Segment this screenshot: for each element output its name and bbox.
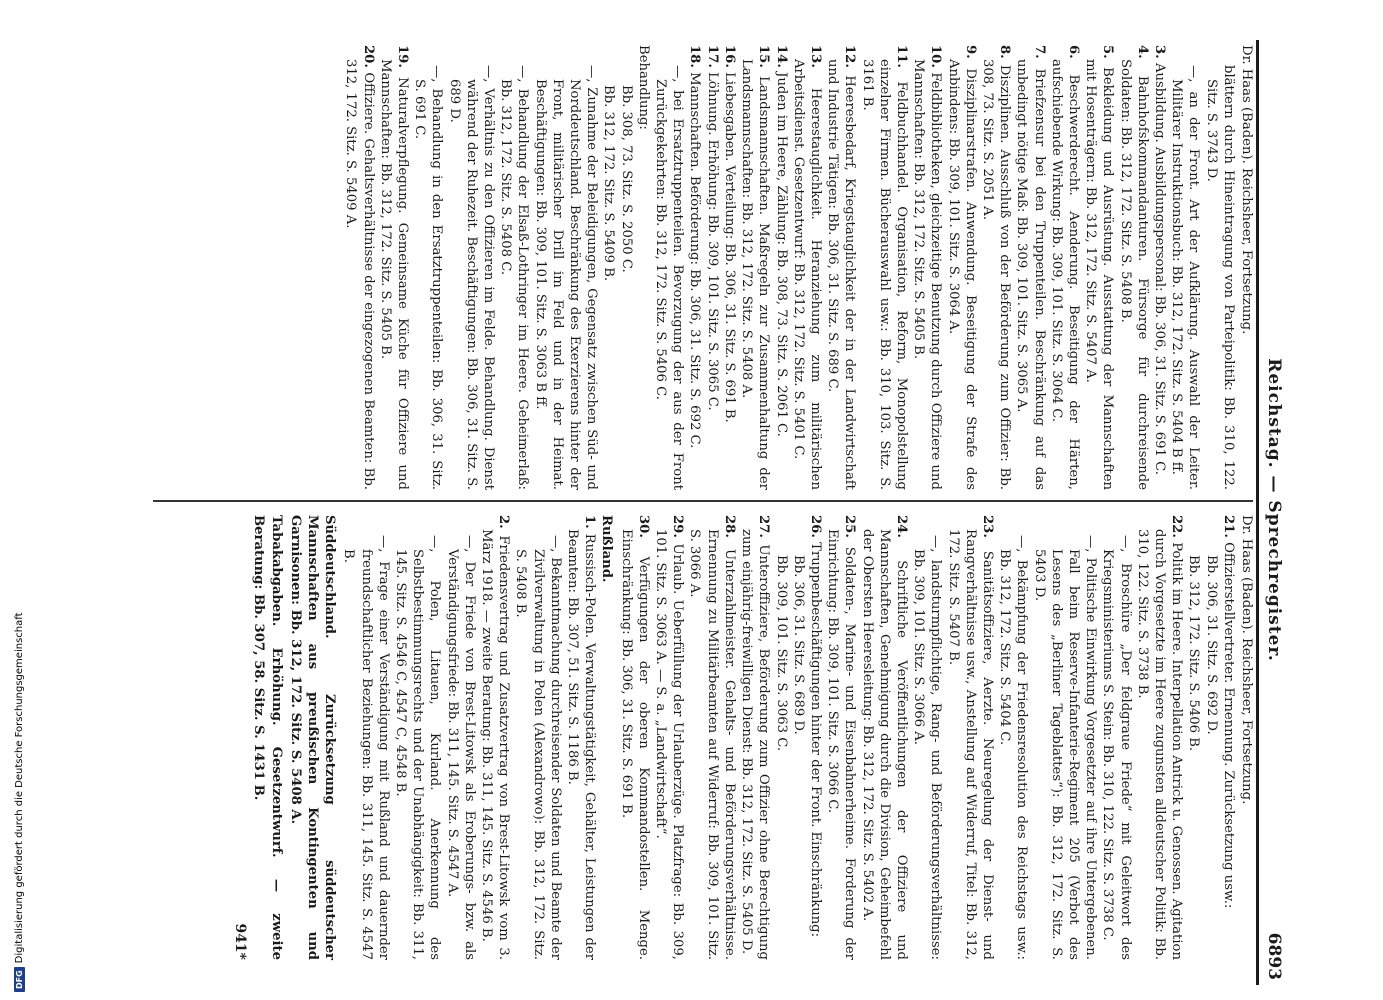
entry-text: —, landsturmpflichtige, Rang- und Beförderungsverhältnisse: Bb. 309, 101. Sitz. S. 3066 A. — [911, 535, 944, 960]
entry-text: —, bei Ersatztruppenteilen. Bevorzugung der aus der Front Zurückgekehrten: Bb. 312, 172. Sitz. S. 5406 C. — [653, 65, 686, 490]
register-entry — [807, 515, 824, 960]
entry-text: —, Broschüre „Der feldgraue Friede“ mit Geleitwort des Kriegsministeriums S. Stein: Bb. 310, 122. Sitz. S. 3738 C. — [1100, 535, 1133, 960]
register-entry — [443, 515, 477, 960]
register-entry — [910, 515, 944, 960]
entry-text: Urlaub. Ueberfüllung der Urlauberzüge. Platzfrage: Bb. 309, 101. Sitz. S. 3063 A. — S. a. „Landwirtschaft“. — [653, 529, 686, 960]
register-entry — [497, 45, 531, 490]
register-entry — [772, 45, 789, 490]
page-number: 6893 — [1264, 932, 1284, 980]
entry-number: 2. — [496, 515, 512, 529]
register-entry — [1116, 45, 1150, 490]
register-entry — [1013, 45, 1047, 490]
register-entry — [996, 515, 1030, 960]
entry-text: Unterzahlmeister. Gehalts- und Beförderungsverhältnisse. Ernennung zu Militärbeamten auf Widerruf: Bb. 309, 101. Sitz. S. 3066 A. — [687, 529, 737, 960]
entry-text: Unteroffiziere, Beförderung zum Offizier ohne Berechtigung zum einjährig-freiwilligen Dienst: Bb. 312, 172. Sitz. S. 5405 D. — [739, 529, 772, 960]
entry-text: —, an der Front. Art der Aufklärung. Auswahl der Leiter. Militärer Instruktionsbuch: Bb. 312, 172. Sitz. S. 5404 B ff. — [1169, 65, 1202, 490]
entry-text: —, Bekanntmachung durchreisender Soldaten und Beamte der Zivilverwaltung in Polen (Alexandrowo): Bb. 312, 172. Sitz. S. 5408 B. — [513, 535, 563, 960]
register-entry — [617, 45, 634, 490]
register-entry — [790, 515, 807, 960]
digitization-credit — [14, 612, 25, 992]
register-entry — [564, 515, 598, 960]
entry-text: Beschwerderecht. Aenderung. Beseitigung der Härten, aufschiebende Wirkung: Bb. 309, 101. Sitz. S. 3064 C. — [1048, 59, 1081, 490]
register-entry — [858, 515, 910, 960]
register-entry — [478, 515, 512, 960]
register-entry — [652, 515, 686, 960]
register-entry — [1030, 515, 1099, 960]
entry-text: Bb. 306, 31. Sitz. S. 692 D. — [1203, 555, 1219, 735]
entry-number: 17. — [704, 45, 720, 68]
entry-text: Naturalverpflegung. Gemeinsame Küche für Offiziere und Mannschaften: Bb. 312, 172. Sitz. S. 5405 B. — [377, 59, 411, 490]
entry-text: Feldbibliotheken, gleichzeitige Benutzung durch Offiziere und Mannschaften: Bb. 312, 172. Sitz. S. 5405 B. — [911, 59, 944, 490]
entry-number: 30. — [635, 515, 651, 538]
register-entry — [686, 45, 703, 490]
register-entry — [600, 45, 617, 490]
entry-text: Bb. 309, 101. Sitz. S. 3063 C. — [773, 555, 789, 752]
column-divider — [153, 500, 1253, 502]
register-entry — [824, 45, 858, 490]
entry-number: 12. — [842, 45, 858, 68]
entry-text: Disziplinarstrafen. Anwendung. Beseitigung der Strafe des Anbindens: Bb. 309, 101. Sitz. S. 3064 A. — [945, 59, 978, 490]
entry-text: Friedensvertrag und Zusatzvertrag von Brest-Litowsk vom 3. März 1918. — zweite Beratung: Bb. 311, 145. Sitz. S. 4546 B. — [479, 529, 512, 960]
entry-text: —, Zunahme der Beleidigungen, Gegensatz zwischen Süd- und Norddeutschland. Beschränkung des Exerzierens hinter der Front, militärischer Drill im Feld und in der Heimat. Beschäftigungen: Bb. 309, 101. Sitz. S. 3063 B ff. — [532, 65, 600, 490]
register-entry — [1082, 45, 1116, 490]
entry-text: Bahnhofskommandanturen. Fürsorge für durchreisende Soldaten: Bb. 312, 172. Sitz. S. 5408 B. — [1117, 59, 1150, 490]
register-entry — [790, 45, 824, 490]
register-entry — [1151, 45, 1168, 490]
register-entry — [721, 45, 738, 490]
entry-number: 20. — [360, 45, 376, 68]
entry-text: Liebesgaben. Verteilung: Bb. 306, 31. Sitz. S. 691 B. — [721, 72, 737, 423]
entry-text: —, Der Friede von Brest-Litowsk als Eroberungs- bzw. als Verständigungsfriede: Bb. 311, 145. Sitz. S. 4547 A. — [444, 535, 477, 960]
entry-text: Soldaten-, Marine- und Eisenbahnerheime. Forderung der Einrichtung: Bb. 309, 101. Sitz. S. 3066 C. — [825, 529, 858, 960]
entry-number: 11. — [893, 45, 909, 68]
register-entry — [617, 515, 651, 960]
entry-number: 6. — [1065, 45, 1081, 59]
entry-number: 9. — [962, 45, 978, 59]
entry-text: Offizierstellvertreter. Ernennung. Zurücksetzung usw.: — [1220, 542, 1236, 909]
register-entry — [1202, 45, 1236, 490]
entry-text: Truppenbeschäftigungen hinter der Front. Einschränkung: — [807, 542, 823, 938]
register-entry — [686, 515, 738, 960]
register-entry — [944, 45, 978, 490]
entry-text: Russisch-Polen. Verwaltungstätigkeit, Gehälter, Leistungen der Beamten: Bb. 307, 51. Sitz. S. 1186 B. — [565, 529, 598, 961]
register-entry — [1168, 45, 1202, 490]
entry-text: Juden im Heere, Zählung: Bb. 308, 73. Sitz. S. 2061 C. — [773, 72, 789, 437]
register-entry — [652, 45, 686, 490]
column-heading — [1238, 515, 1255, 960]
entry-number: 27. — [756, 515, 772, 538]
entry-number: 15. — [756, 45, 772, 68]
entry-number: 3. — [1151, 45, 1167, 59]
entry-text: Bb. 312, 172. Sitz. S. 5406 B. — [1186, 555, 1202, 752]
entry-text: Disziplinen. Ausschluß von der Beförderung zum Offizier: Bb. 308, 73. Sitz. S. 2051 A. — [979, 59, 1013, 491]
entry-text: Bb. 312, 172. Sitz. S. 5409 B. — [601, 85, 617, 282]
register-entry — [1048, 45, 1082, 490]
register-entry — [392, 515, 444, 960]
header-rule — [1256, 40, 1259, 985]
register-entry — [979, 45, 1013, 490]
entry-number: 22. — [1169, 515, 1185, 538]
entry-text: Behandlung: — [635, 45, 651, 130]
register-entry — [824, 515, 858, 960]
entry-text: Bekleidung und Ausrüstung. Ausstattung der Mannschaften mit Hosenträgern: Bb. 312, 172. Sitz. S. 5407 A. — [1083, 59, 1116, 490]
register-entry — [1099, 515, 1133, 960]
section-entry — [598, 515, 615, 960]
entry-text: Briefzensur bei den Truppenteilen. Beschränkung auf das unbedingt nötige Maß: Bb. 309, 101. Sitz. S. 3065 A. — [1014, 59, 1047, 490]
register-entry — [445, 45, 497, 490]
entry-text: Ausbildung. Ausbildungspersonal: Bb. 306, 31. Sitz. S. 691 C. — [1151, 62, 1167, 475]
entry-number: 16. — [721, 45, 737, 68]
entry-text: —, Frage einer Verständigung mit Rußland und dauernder freundschaftlicher Beziehungen: Bb. 311, 145. Sitz. S. 4547 B. — [341, 535, 391, 960]
register-entry — [512, 515, 564, 960]
page-header — [1256, 60, 1288, 980]
right-column — [231, 515, 1255, 960]
entry-number: 26. — [807, 515, 823, 538]
page-title: Reichstag. — Sprechregister. — [1264, 358, 1284, 662]
entry-text: Heerestauglichkeit. Heranziehung zum militärischen Arbeitsdienst. Gesetzentwurf: Bb. 312, 172. Sitz. S. 5401 C. — [790, 59, 823, 490]
entry-number: 23. — [979, 515, 995, 538]
entry-number: 24. — [893, 515, 909, 538]
section-entry — [250, 515, 284, 960]
entry-text: Schriftliche Veröffentlichungen der Offiziere und Mannschaften, Genehmigung durch die Division, Geheimbefehl der Obersten Heeresleitung: Bb. 312, 172. Sitz. S. 5402 A. — [859, 529, 909, 960]
entry-number: 29. — [670, 515, 686, 538]
register-entry — [531, 45, 600, 490]
register-entry — [1220, 515, 1237, 960]
register-entry — [738, 45, 772, 490]
entry-text: Dr. Haas (Baden). Reichsheer, Fortsetzung. — [1239, 515, 1254, 805]
entry-text: —, Polen, Litauen, Kurland. Anerkennung des Selbstbestimmungsrechts und der Unabhängigkeit: Bb. 311, 145. Sitz. S. 4546 C, 4547 C, 4548 B. — [393, 535, 443, 960]
entry-text: Rußland. — [599, 515, 615, 583]
entry-text: Löhnung. Erhöhung: Bb. 309, 101. Sitz. S. 3065 C. — [704, 72, 720, 411]
entry-text: Süddeutschland. Zurücksetzung süddeutscher Mannschaften aus preußischen Kontingenten und Garnisonen: Bb. 312, 172. Sitz. S. 5408 A. — [287, 515, 338, 960]
entry-number: 10. — [928, 45, 944, 68]
entry-text: Offiziere. Gehaltsverhältnisse der eingezogenen Beamten: Bb. 312, 172. Sitz. S. 5409 A. — [343, 59, 376, 490]
dfg-logo-icon: DFG — [14, 967, 25, 992]
entry-number: 7. — [1031, 45, 1047, 59]
entry-text: —, Politische Einwirkung Vorgesetzter auf ihre Untergebenen. Fall beim Reserve-Infanterie-Regiment 205 (Verbot des Lesens des „Berliner Tageblattes“): Bb. 312, 172. Sitz. S. 5403 D. — [1031, 535, 1099, 960]
entry-text: —, Verhältnis zu den Offizieren im Felde. Behandlung. Dienst während der Ruhezeit. Beschäftigungen: Bb. 306, 31. Sitz. S. 689 D. — [446, 65, 497, 490]
entry-text: —, Behandlung der Elsaß-Lothringer im Heere. Geheimerlaß: Bb. 312, 172. Sitz. S. 5408 C. — [498, 65, 531, 490]
page-mark: 941* — [232, 923, 249, 960]
entry-number: 13. — [807, 45, 823, 68]
register-entry — [342, 45, 376, 490]
entry-text: Politik im Heere. Interpellation Antrick u. Genossen. Agitation durch Vorgesetzte im Heere zugunsten alldeutscher Politik: Bb. 310, 122. Sitz. S. 3738 B. — [1134, 529, 1185, 960]
register-entry — [1185, 515, 1202, 960]
register-entry — [635, 45, 652, 490]
entry-text: Feldbuchhandel. Organisation, Reform, Monopolstellung einzelner Firmen. Bücherauswahl usw.: Bb. 310, 103. Sitz. S. 3161 B. — [859, 59, 909, 490]
register-entry — [858, 45, 910, 490]
entry-text: Bb. 306, 31. Sitz. S. 689 D. — [790, 555, 806, 735]
column-heading — [1238, 45, 1255, 490]
register-entry — [340, 515, 392, 960]
entry-number: 5. — [1100, 45, 1116, 59]
entry-text: Mannschaften. Beförderung: Bb. 306, 31. Sitz. S. 692 C. — [687, 72, 703, 449]
entry-text: —, Behandlung in den Ersatztruppenteilen: Bb. 306, 31. Sitz. S. 691 C. — [412, 65, 445, 490]
register-entry — [704, 45, 721, 490]
register-entry — [738, 515, 772, 960]
entry-number: 4. — [1134, 45, 1150, 59]
credit-text: Digitalisierung gefördert durch die Deutsche Forschungsgemeinschaft — [14, 612, 25, 964]
entry-number: 21. — [1220, 515, 1236, 538]
entry-text: Heeresbedarf, Kriegstauglichkeit der in der Landwirtschaft und Industrie Tätigen: Bb. 306, 31. Sitz. S. 689 C. — [825, 59, 858, 490]
entry-text: Bb. 308, 73. Sitz. S. 2050 C. — [618, 85, 634, 273]
section-entry — [287, 515, 339, 960]
entry-number: 25. — [842, 515, 858, 538]
entry-text: Verfügungen der oberen Kommandostellen. Menge. Einschränkung: Bb. 306, 31. Sitz. S. 691 B. — [618, 529, 651, 960]
register-entry — [1134, 515, 1186, 960]
register-entry — [944, 515, 996, 960]
register-entry — [377, 45, 411, 490]
register-entry — [411, 45, 445, 490]
entry-number: 1. — [582, 515, 598, 529]
entry-number: 19. — [395, 45, 411, 68]
entry-text: —, Bekämpfung der Friedensresolution des Reichstags usw.: Bb. 312, 172. Sitz. S. 5404 C. — [997, 535, 1030, 960]
entry-text: Tabakabgaben. Erhöhung. Gesetzentwurf. — zweite Beratung: Bb. 307, 58. Sitz. S. 1431 B. — [251, 515, 284, 960]
register-entry — [910, 45, 944, 490]
entry-number: 8. — [997, 45, 1013, 59]
register-entry — [772, 515, 789, 960]
register-entry — [1202, 515, 1219, 960]
entry-number: 14. — [773, 45, 789, 68]
entry-number: 18. — [687, 45, 703, 68]
entry-text: Sanitätsoffiziere, Aerzte. Neuregelung der Dienst- und Rangverhältnisse usw., Anstellung auf Widerruf, Titel: Bb. 312, 172. Sitz. S. 5407 B. — [945, 529, 995, 960]
entry-text: Landsmannschaften. Maßregeln zur Zusammenhaltung der Landsmannschaften: Bb. 312, 172. Sitz. S. 5408 A. — [739, 59, 772, 490]
left-column — [342, 45, 1255, 490]
entry-number: 28. — [721, 515, 737, 538]
entry-text: blättern durch Hineintragung von Parteipolitik: Bb. 310, 122. Sitz. S. 3743 D. — [1203, 65, 1236, 490]
entry-text: Dr. Haas (Baden). Reichsheer, Fortsetzung. — [1239, 45, 1254, 335]
